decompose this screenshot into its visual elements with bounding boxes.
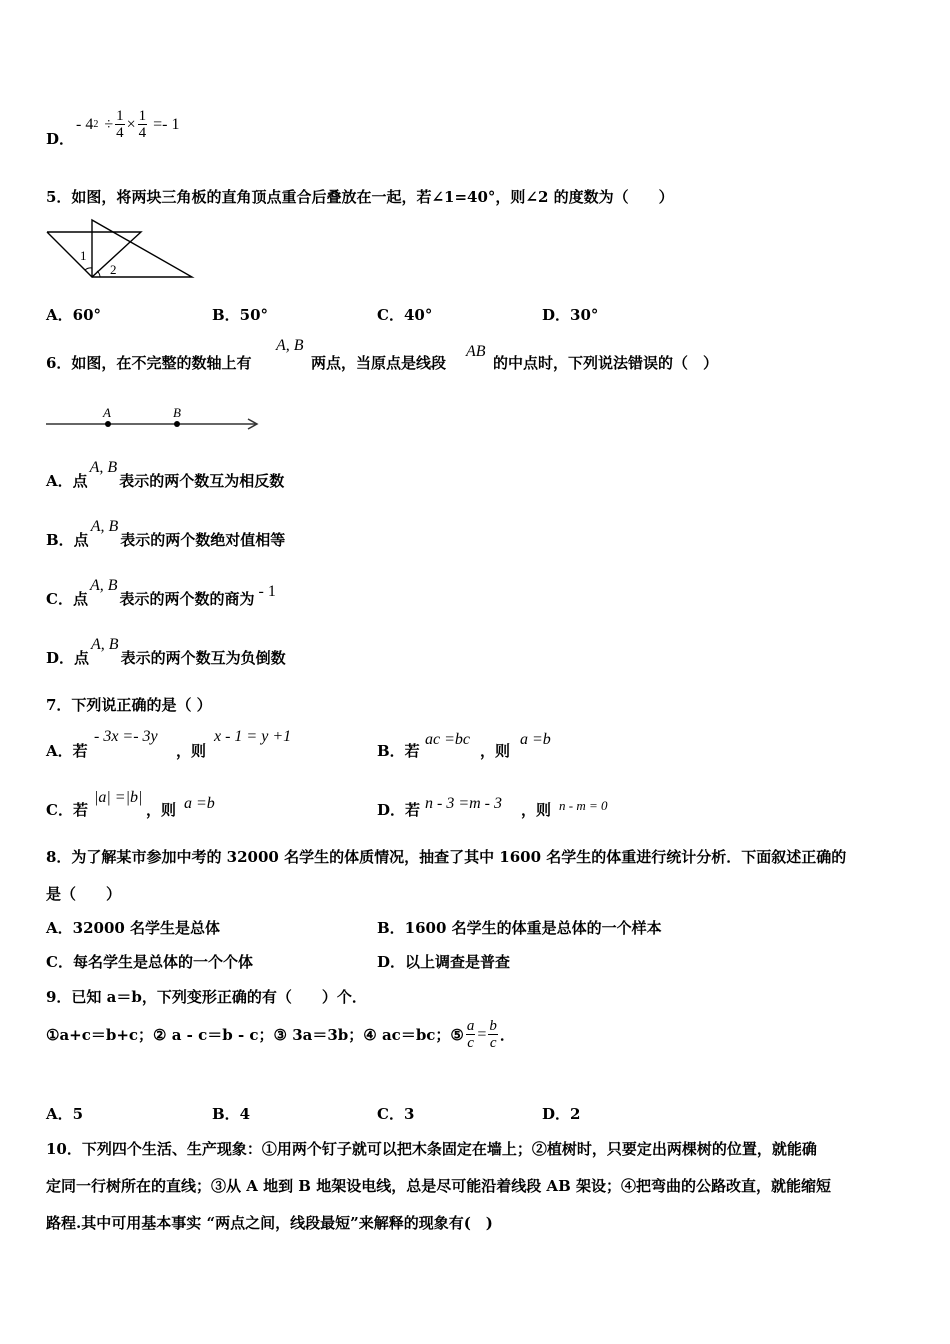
q8-question-line-2: 是（ ）	[46, 885, 122, 903]
option-text: 表示的两个数互为负倒数	[120, 649, 286, 667]
option-text: 表示的两个数的商为	[119, 590, 255, 608]
q5-option-c: C．40°	[377, 306, 433, 324]
option-text: 表示的两个数互为相反数	[119, 472, 285, 490]
option-label: B．点	[46, 531, 89, 549]
option-label: C．点	[46, 590, 88, 608]
q7-option-c-label: C．若	[46, 801, 88, 819]
q7-option-a-result: x - 1 = y +1	[214, 728, 292, 745]
fraction-denominator: c	[489, 1035, 497, 1051]
point-a-label: A	[103, 405, 111, 420]
q7-option-a-cond: - 3x =- 3y	[94, 728, 158, 745]
expr-divide: ÷	[104, 115, 114, 133]
fraction-numerator: 1	[116, 108, 124, 124]
q7-option-d-result: n - m = 0	[559, 798, 608, 813]
q7-option-d-then: ，则	[521, 801, 552, 819]
angle-1-label: 1	[80, 248, 87, 263]
q6-option-d	[46, 633, 286, 667]
q8-question-line-1: 8．为了解某市参加中考的 32000 名学生的体质情况，抽查了其中 1600 名学生的体重进行统计分析．下面叙述正确的	[46, 848, 847, 866]
q7-option-d-cond: n - 3 =m - 3	[425, 795, 503, 812]
option-math: A, B	[91, 636, 119, 653]
q6-question-post: 的中点时，下列说法错误的（ ）	[493, 354, 719, 372]
q6-number-line	[44, 400, 264, 436]
q5-option-b: B．50°	[212, 306, 269, 324]
q7-option-b-result: a =b	[520, 731, 551, 748]
q5-option-d: D．30°	[542, 306, 599, 324]
fraction-numerator: 1	[138, 108, 147, 124]
q7-option-c-result: a =b	[184, 795, 215, 812]
expr-fraction-2	[138, 108, 148, 141]
point-b-label: B	[173, 405, 181, 420]
q9-option-c: C．3	[377, 1105, 415, 1123]
expr-exponent: 2	[93, 119, 99, 130]
q7-option-c-then: ，则	[146, 801, 177, 819]
q6-question-mid: 两点，当原点是线段	[311, 354, 447, 372]
q8-option-b: B．1600 名学生的体重是总体的一个样本	[377, 919, 662, 937]
q7-option-c-cond: |a| =|b|	[94, 789, 143, 806]
fraction-numerator: a	[466, 1018, 475, 1034]
q6-option-a	[46, 456, 285, 490]
option-value: - 1	[258, 583, 276, 600]
q8-option-d: D．以上调查是普查	[377, 953, 511, 971]
q4-option-d-expression	[76, 108, 180, 141]
q9-option-d: D．2	[542, 1105, 581, 1123]
q8-option-a: A．32000 名学生是总体	[46, 919, 221, 937]
point-a-dot	[105, 421, 111, 427]
q10-question-line-3: 路程.其中可用基本事实 “两点之间，线段最短”来解释的现象有( )	[46, 1214, 493, 1232]
q9-question-text: 9．已知 a＝b，下列变形正确的有（ ）个．	[46, 988, 367, 1006]
q9-period: ．	[499, 1026, 515, 1044]
point-b-dot	[174, 421, 180, 427]
q5-option-a: A．60°	[46, 306, 102, 324]
q6-option-b	[46, 515, 286, 549]
q7-option-a-label: A．若	[46, 742, 88, 760]
option-text: 表示的两个数绝对值相等	[120, 531, 286, 549]
q7-option-a-then: ，则	[176, 742, 207, 760]
angle-1-arc	[85, 268, 92, 270]
option-math: A, B	[90, 518, 119, 535]
q5-triangle-figure	[44, 218, 199, 284]
expr-base: - 4	[76, 115, 94, 133]
q9-fraction-b-over-c	[488, 1018, 498, 1051]
q6-question-pre: 6．如图，在不完整的数轴上有	[46, 354, 252, 372]
q5-question-text: 5．如图，将两块三角板的直角顶点重合后叠放在一起，若∠1=40°，则∠2 的度数为（ ）	[46, 188, 674, 206]
option-math: A, B	[89, 577, 118, 594]
triangle-1	[47, 232, 141, 277]
q6-math-ab-points: A, B	[276, 337, 304, 354]
expr-result: =- 1	[153, 115, 180, 133]
expr-fraction-1	[115, 108, 125, 141]
q6-math-segment: AB	[466, 343, 486, 360]
q9-fraction-a-over-c	[466, 1018, 476, 1051]
q7-option-b-cond: ac =bc	[425, 731, 470, 748]
q7-question-text: 7．下列说正确的是（ ）	[46, 696, 212, 714]
q9-equals: =	[477, 1025, 487, 1043]
angle-2-label: 2	[110, 262, 117, 277]
fraction-denominator: 4	[116, 125, 124, 141]
triangle-2	[92, 220, 192, 277]
q7-option-b-then: ，则	[480, 742, 511, 760]
fraction-denominator: c	[467, 1035, 474, 1051]
q9-option-a: A．5	[46, 1105, 84, 1123]
q6-option-c	[46, 574, 276, 608]
fraction-denominator: 4	[138, 125, 147, 141]
q10-question-line-2: 定同一行树所在的直线；③从 A 地到 B 地架设电线，总是尽可能沿着线段 AB 架设；④把弯曲的公路改直，就能缩短	[46, 1177, 831, 1195]
expr-times: ×	[126, 115, 136, 133]
angle-2-arc	[97, 271, 100, 277]
q8-option-c: C．每名学生是总体的一个个体	[46, 953, 253, 971]
q7-option-d-label: D．若	[377, 801, 421, 819]
option-label: A．点	[46, 472, 88, 490]
option-math: A, B	[89, 459, 118, 476]
q4-option-d-label: D．	[46, 130, 75, 148]
q9-option-b: B．4	[212, 1105, 251, 1123]
q9-item-list: ①a+c＝b+c；② a - c＝b - c；③ 3a＝3b；④ ac＝bc；⑤	[46, 1026, 464, 1044]
fraction-numerator: b	[489, 1018, 497, 1034]
option-label: D．点	[46, 649, 90, 667]
q10-question-line-1: 10．下列四个生活、生产现象：①用两个钉子就可以把木条固定在墙上；②植树时，只要定出两棵树的位置，就能确	[46, 1140, 817, 1158]
q9-items	[46, 1018, 515, 1051]
q7-option-b-label: B．若	[377, 742, 420, 760]
